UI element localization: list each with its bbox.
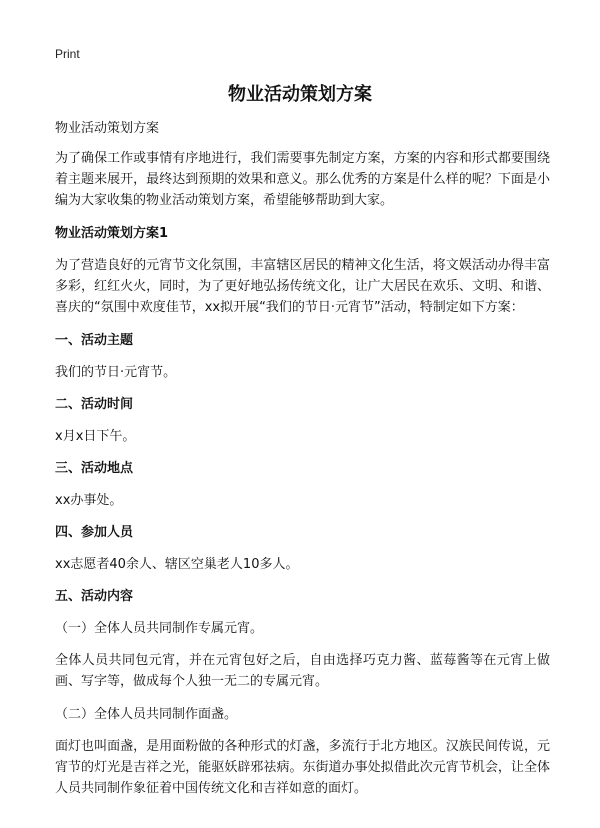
time-heading: 二、活动时间 xyxy=(55,397,134,412)
subsection-2-title: （二）全体人员共同制作面盏。 xyxy=(55,707,238,722)
participants-text: xx志愿者40余人、辖区空巢老人10多人。 xyxy=(55,557,299,572)
intro-paragraph: 为了确保工作或事情有序地进行，我们需要事先制定方案，方案的内容和形式都要围绕着主题来展开，最终达到预期的效果和意义。那么优秀的方案是什么样的呢？下面是小编为大家收集的物业活动策划方案，希望能够帮助到大家。 xyxy=(55,151,550,208)
time-text: x月x日下午。 xyxy=(55,429,136,444)
section-intro-paragraph: 为了营造良好的元宵节文化氛围，丰富辖区居民的精神文化生活，将文娱活动办得丰富多彩，红红火火，同时，为了更好地弘扬传统文化，让广大居民在欢乐、文明、和谐、喜庆的“氛围中欢度佳节，xx拟开展“我们的节日·元宵节”活动，特制定如下方案： xyxy=(55,258,550,315)
document-subtitle: 物业活动策划方案 xyxy=(55,121,160,136)
document-body xyxy=(55,118,550,811)
location-text: xx办事处。 xyxy=(55,493,123,508)
document-title: 物业活动策划方案 xyxy=(228,84,372,105)
subsection-1-text: 全体人员共同包元宵，并在元宵包好之后，自由选择巧克力酱、蓝莓酱等在元宵上做画、写字等，做成每个人独一无二的专属元宵。 xyxy=(55,653,550,689)
theme-text: 我们的节日·元宵节。 xyxy=(55,365,177,380)
content-heading: 五、活动内容 xyxy=(55,589,134,604)
location-heading: 三、活动地点 xyxy=(55,461,134,476)
subsection-2-text: 面灯也叫面盏，是用面粉做的各种形式的灯盏，多流行于北方地区。汉族民间传说，元宵节的灯光是吉祥之光，能驱妖辟邪祛病。东街道办事处拟借此次元宵节机会，让全体人员共同制作象征着中国传统文化和吉祥如意的面灯。 xyxy=(55,739,550,796)
subsection-1-title: （一）全体人员共同制作专属元宵。 xyxy=(55,621,264,636)
participants-heading: 四、参加人员 xyxy=(55,525,134,540)
theme-heading: 一、活动主题 xyxy=(55,333,134,348)
print-link[interactable]: Print xyxy=(55,47,80,61)
section-heading: 物业活动策划方案1 xyxy=(55,226,169,241)
